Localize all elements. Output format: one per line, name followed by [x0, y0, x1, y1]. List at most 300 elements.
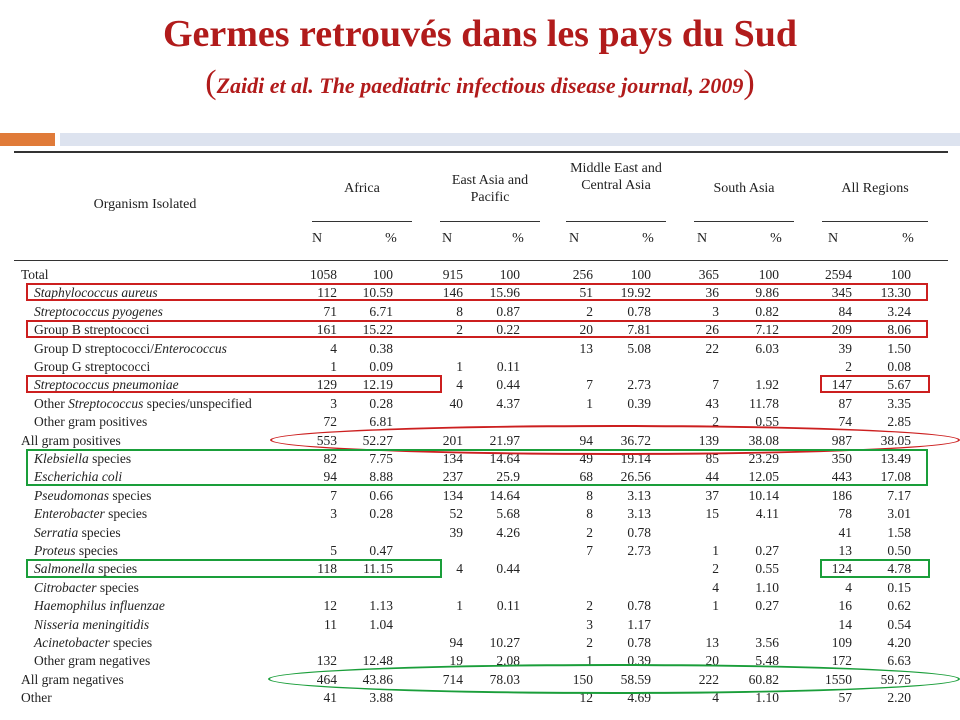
highlight-box-red [820, 375, 930, 393]
cell-count: 85 [705, 451, 719, 466]
cell-percent: 59.75 [880, 671, 911, 687]
subheader-n: N [311, 231, 323, 246]
cell-percent: 0.39 [627, 395, 651, 411]
organism-label [34, 505, 147, 523]
cell-percent: 7.81 [627, 322, 651, 338]
cell-percent: 19.14 [620, 451, 651, 466]
cell-count: 43 [705, 395, 719, 411]
group-underline [694, 221, 794, 222]
cell-count: 915 [442, 267, 463, 282]
cell-count: 3 [586, 616, 593, 632]
cell-count: 22 [705, 340, 719, 356]
cell-percent: 100 [372, 267, 393, 282]
cell-count: 3 [712, 303, 719, 319]
cell-percent: 8.88 [369, 469, 393, 485]
cell-percent: 10.14 [748, 487, 779, 503]
cell-percent: 2.73 [627, 377, 651, 393]
cell-percent: 0.11 [496, 359, 520, 374]
accent-bar-orange [0, 133, 55, 146]
cell-count: 7 [586, 377, 593, 393]
cell-count: 94 [579, 432, 593, 448]
cell-count: 172 [831, 653, 852, 669]
organism-header: Organism Isolated [93, 197, 197, 212]
organism-label [21, 689, 52, 707]
cell-count: 8 [586, 506, 593, 522]
highlight-box-green [820, 559, 930, 578]
cell-percent: 1.10 [755, 579, 779, 595]
cell-percent: 4.37 [496, 395, 520, 411]
cell-percent: 7.12 [755, 322, 779, 338]
organism-label [21, 671, 124, 689]
label-italic: Streptococcus pneumoniae [34, 377, 179, 393]
cell-count: 16 [838, 598, 852, 614]
cell-percent: 3.13 [627, 506, 651, 522]
cell-percent: 0.44 [496, 561, 520, 577]
cell-count: 2 [586, 303, 593, 319]
cell-count: 987 [831, 432, 852, 448]
cell-percent: 0.78 [627, 524, 651, 540]
subheader-n: N [696, 231, 708, 246]
cell-count: 3 [330, 506, 337, 522]
cell-count: 2 [586, 524, 593, 540]
cell-percent: 26.56 [620, 469, 651, 485]
cell-percent: 3.35 [887, 395, 911, 411]
cell-count: 8 [586, 487, 593, 503]
cell-count: 41 [323, 690, 337, 706]
cell-count: 553 [316, 432, 337, 448]
cell-percent: 0.55 [755, 414, 779, 430]
cell-count: 209 [831, 322, 852, 338]
cell-count: 134 [442, 451, 463, 466]
cell-count: 13 [705, 635, 719, 650]
cell-percent: 4.78 [887, 561, 911, 577]
cell-percent: 12.19 [362, 377, 393, 393]
cell-percent: 4.11 [755, 506, 779, 522]
label-suffix: species [104, 506, 148, 522]
cell-count: 2 [586, 635, 593, 650]
cell-count: 94 [323, 469, 337, 485]
cell-percent: 0.39 [627, 653, 651, 669]
cell-count: 26 [705, 322, 719, 338]
cell-percent: 38.05 [880, 432, 911, 448]
cell-count: 124 [831, 561, 852, 577]
cell-percent: 52.27 [362, 432, 393, 448]
cell-percent: 1.10 [755, 690, 779, 706]
cell-percent: 100 [758, 267, 779, 282]
slide-subtitle [0, 64, 960, 102]
cell-percent: 4.20 [887, 635, 911, 650]
cell-percent: 0.62 [887, 598, 911, 614]
cell-percent: 14.64 [489, 487, 520, 503]
cell-count: 4 [712, 690, 719, 706]
label-suffix: species [78, 524, 121, 540]
cell-percent: 5.68 [496, 506, 520, 522]
cell-percent: 2.08 [496, 653, 520, 669]
cell-count: 1 [330, 359, 337, 374]
cell-count: 1 [586, 653, 593, 669]
organism-label [34, 634, 152, 652]
subheader-pct: % [642, 231, 654, 246]
cell-percent: 0.28 [369, 506, 393, 522]
organism-label [34, 487, 151, 505]
cell-percent: 7.17 [887, 487, 911, 503]
cell-percent: 0.09 [369, 359, 393, 374]
paren-open: ( [205, 64, 217, 101]
label-italic: Pseudomonas [34, 487, 109, 503]
cell-percent: 0.47 [369, 543, 393, 558]
cell-count: 147 [831, 377, 852, 393]
cell-percent: 6.81 [369, 414, 393, 430]
cell-percent: 4.26 [496, 524, 520, 540]
cell-percent: 13.49 [880, 451, 911, 466]
highlight-box-red [26, 283, 928, 301]
cell-count: 1 [456, 359, 463, 374]
group-underline [312, 221, 412, 222]
cell-percent: 6.03 [755, 340, 779, 356]
cell-percent: 38.08 [748, 432, 779, 448]
highlight-ellipse-green [268, 664, 960, 694]
cell-count: 49 [579, 451, 593, 466]
label-suffix: species [88, 451, 132, 466]
cell-count: 13 [838, 543, 852, 558]
label-italic: Streptococcus [68, 395, 144, 411]
cell-count: 109 [831, 635, 852, 650]
cell-count: 72 [323, 414, 337, 430]
cell-count: 12 [323, 598, 337, 614]
cell-percent: 1.17 [627, 616, 651, 632]
cell-percent: 11.78 [749, 395, 779, 411]
cell-percent: 1.04 [369, 616, 393, 632]
cell-count: 15 [705, 506, 719, 522]
cell-percent: 58.59 [620, 671, 651, 687]
cell-percent: 0.38 [369, 340, 393, 356]
cell-count: 71 [323, 303, 337, 319]
cell-percent: 0.44 [496, 377, 520, 393]
organism-label [34, 616, 149, 634]
cell-percent: 6.71 [369, 303, 393, 319]
cell-count: 78 [838, 506, 852, 522]
cell-count: 464 [316, 671, 337, 687]
cell-percent: 5.48 [755, 653, 779, 669]
cell-count: 350 [831, 451, 852, 466]
cell-count: 84 [838, 303, 852, 319]
organism-label [34, 340, 227, 358]
cell-count: 222 [698, 671, 719, 687]
organism-label [34, 358, 150, 376]
cell-count: 52 [449, 506, 463, 522]
cell-count: 1 [712, 598, 719, 614]
cell-percent: 100 [499, 267, 520, 282]
highlight-box-red [26, 375, 442, 393]
subheader-pct: % [770, 231, 782, 246]
label-text: Other gram negatives [34, 653, 151, 669]
cell-percent: 100 [890, 267, 911, 282]
cell-count: 2 [586, 598, 593, 614]
cell-count: 44 [705, 469, 719, 485]
cell-percent: 0.78 [627, 303, 651, 319]
table-header-rule [14, 260, 948, 261]
highlight-box-green [26, 449, 928, 486]
cell-count: 2 [845, 359, 852, 374]
cell-percent: 0.27 [755, 543, 779, 558]
cell-count: 146 [442, 285, 463, 301]
group-underline [822, 221, 928, 222]
cell-count: 365 [698, 267, 719, 282]
cell-count: 2 [712, 414, 719, 430]
cell-count: 4 [456, 377, 463, 393]
cell-percent: 19.92 [620, 285, 651, 301]
cell-percent: 43.86 [362, 671, 393, 687]
cell-count: 4 [330, 340, 337, 356]
cell-percent: 3.01 [887, 506, 911, 522]
cell-count: 118 [317, 561, 337, 577]
cell-percent: 0.82 [755, 303, 779, 319]
subheader-pct: % [385, 231, 397, 246]
cell-count: 3 [330, 395, 337, 411]
cell-percent: 15.22 [362, 322, 393, 338]
cell-count: 39 [449, 524, 463, 540]
accent-bar-blue [60, 133, 960, 146]
cell-percent: 21.97 [489, 432, 520, 448]
cell-count: 7 [712, 377, 719, 393]
cell-percent: 10.59 [362, 285, 393, 301]
cell-count: 41 [838, 524, 852, 540]
cell-count: 87 [838, 395, 852, 411]
cell-count: 14 [838, 616, 852, 632]
cell-percent: 78.03 [489, 671, 520, 687]
cell-percent: 11.15 [363, 561, 393, 577]
cell-percent: 15.96 [489, 285, 520, 301]
cell-count: 134 [442, 487, 463, 503]
cell-percent: 0.55 [755, 561, 779, 577]
cell-percent: 0.87 [496, 303, 520, 319]
cell-count: 1 [712, 543, 719, 558]
label-italic: Enterococcus [153, 340, 227, 356]
cell-percent: 10.27 [489, 635, 520, 650]
cell-percent: 7.75 [369, 451, 393, 466]
cell-percent: 9.86 [755, 285, 779, 301]
label-italic: Nisseria meningitidis [34, 616, 150, 632]
cell-percent: 0.78 [627, 635, 651, 650]
cell-count: 94 [449, 635, 463, 650]
cell-count: 13 [579, 340, 593, 356]
cell-count: 37 [705, 487, 719, 503]
label-suffix: species [109, 635, 153, 650]
cell-count: 345 [831, 285, 852, 301]
cell-percent: 60.82 [748, 671, 779, 687]
label-italic: Streptococcus pyogenes [34, 303, 163, 319]
subheader-n: N [441, 231, 453, 246]
label-suffix: species [75, 543, 118, 558]
cell-percent: 8.06 [887, 322, 911, 338]
subheader-pct: % [512, 231, 524, 246]
cell-percent: 0.22 [496, 322, 520, 338]
organism-label [34, 579, 139, 597]
cell-count: 1 [586, 395, 593, 411]
cell-count: 201 [442, 432, 463, 448]
slide-title: Germes retrouvés dans les pays du Sud [162, 13, 798, 55]
cell-count: 74 [838, 414, 852, 430]
cell-count: 4 [845, 579, 852, 595]
organism-label [34, 597, 165, 615]
cell-percent: 23.29 [748, 451, 779, 466]
cell-count: 82 [323, 451, 337, 466]
organism-table [0, 150, 960, 720]
cell-count: 39 [838, 340, 852, 356]
label-italic: Proteus [34, 543, 76, 558]
highlight-box-red [26, 320, 928, 338]
label-italic: Staphylococcus aureus [34, 285, 158, 301]
cell-count: 186 [831, 487, 852, 503]
cell-percent: 0.28 [369, 395, 393, 411]
cell-percent: 36.72 [620, 432, 651, 448]
cell-percent: 1.13 [369, 598, 393, 614]
cell-count: 7 [330, 487, 337, 503]
cell-count: 4 [456, 561, 463, 577]
cell-percent: 5.67 [887, 377, 911, 393]
subheader-pct: % [902, 231, 914, 246]
cell-count: 51 [579, 285, 593, 301]
cell-count: 714 [442, 671, 463, 687]
cell-percent: 1.92 [755, 377, 779, 393]
cell-count: 256 [572, 267, 593, 282]
label-italic: Salmonella [34, 561, 95, 577]
cell-percent: 0.54 [887, 616, 911, 632]
cell-percent: 2.85 [887, 414, 911, 430]
cell-percent: 25.9 [496, 469, 520, 485]
organism-label [34, 524, 121, 542]
cell-count: 7 [586, 543, 593, 558]
label-text: Other [21, 690, 52, 706]
cell-count: 40 [449, 395, 463, 411]
cell-percent: 1.58 [887, 524, 911, 540]
cell-percent: 5.08 [627, 340, 651, 356]
label-text: Other [34, 395, 69, 411]
cell-percent: 3.24 [887, 303, 911, 319]
cell-percent: 3.88 [369, 690, 393, 706]
region-header: Africa [344, 181, 380, 196]
cell-count: 8 [456, 303, 463, 319]
label-italic: Serratia [34, 524, 79, 540]
region-header: Middle East and Central Asia [570, 161, 662, 193]
table-top-rule [14, 151, 948, 153]
label-italic: Klebsiella [34, 451, 89, 466]
cell-percent: 0.78 [627, 598, 651, 614]
cell-percent: 100 [630, 267, 651, 282]
group-underline [566, 221, 666, 222]
label-text: Group G streptococci [34, 359, 151, 374]
cell-count: 150 [572, 671, 593, 687]
subheader-n: N [827, 231, 839, 246]
organism-label [34, 542, 118, 560]
label-text: All gram negatives [21, 671, 124, 687]
cell-count: 1058 [310, 267, 337, 282]
label-text: Group B streptococci [34, 322, 150, 338]
cell-percent: 14.64 [489, 451, 520, 466]
label-suffix: species/unspecified [143, 395, 252, 411]
cell-percent: 3.13 [627, 487, 651, 503]
subheader-n: N [568, 231, 580, 246]
cell-percent: 0.66 [369, 487, 393, 503]
cell-count: 4 [712, 579, 719, 595]
label-italic: Enterobacter [34, 506, 105, 522]
highlight-box-green [26, 559, 442, 578]
cell-count: 12 [579, 690, 593, 706]
reference-citation: Zaidi et al. The paediatric infectious disease journal, 2009 [216, 73, 744, 98]
organism-label [34, 652, 150, 670]
label-text: Total [21, 267, 49, 282]
label-text: All gram positives [21, 432, 121, 448]
organism-label [21, 432, 121, 450]
cell-percent: 12.05 [748, 469, 779, 485]
cell-count: 20 [705, 653, 719, 669]
cell-percent: 3.56 [755, 635, 779, 650]
label-italic: Escherichia coli [34, 469, 123, 485]
cell-count: 237 [442, 469, 463, 485]
cell-percent: 17.08 [880, 469, 911, 485]
cell-count: 2 [456, 322, 463, 338]
cell-count: 5 [330, 543, 337, 558]
organism-label [34, 303, 163, 321]
cell-count: 2594 [825, 267, 852, 282]
cell-count: 36 [705, 285, 719, 301]
cell-count: 2 [712, 561, 719, 577]
cell-percent: 6.63 [887, 653, 911, 669]
region-header: East Asia and Pacific [451, 173, 529, 205]
organism-label [34, 413, 147, 431]
cell-percent: 1.50 [887, 340, 911, 356]
cell-percent: 13.30 [880, 285, 911, 301]
label-italic: Citrobacter [34, 579, 97, 595]
label-italic: Haemophilus influenzae [34, 598, 165, 614]
cell-count: 139 [698, 432, 719, 448]
cell-percent: 0.11 [496, 598, 520, 614]
label-italic: Acinetobacter [34, 635, 110, 650]
region-header: South Asia [713, 181, 775, 196]
cell-count: 1 [456, 598, 463, 614]
label-suffix: species [96, 579, 139, 595]
group-underline [440, 221, 540, 222]
label-text: Group D streptococci/ [34, 340, 154, 356]
cell-count: 19 [449, 653, 463, 669]
cell-count: 129 [316, 377, 337, 393]
cell-count: 20 [579, 322, 593, 338]
label-text: Other gram positives [34, 414, 148, 430]
cell-count: 132 [316, 653, 337, 669]
cell-percent: 0.27 [755, 598, 779, 614]
cell-count: 68 [579, 469, 593, 485]
cell-count: 161 [316, 322, 337, 338]
label-suffix: species [94, 561, 138, 577]
cell-percent: 2.73 [627, 543, 651, 558]
region-header: All Regions [841, 181, 909, 196]
cell-count: 112 [317, 285, 337, 301]
cell-percent: 4.69 [627, 690, 651, 706]
label-suffix: species [109, 487, 152, 503]
cell-count: 57 [838, 690, 852, 706]
cell-count: 1550 [825, 671, 852, 687]
cell-percent: 0.08 [887, 359, 911, 374]
cell-count: 443 [831, 469, 852, 485]
paren-close: ) [743, 64, 755, 101]
organism-label [21, 266, 49, 284]
cell-count: 11 [324, 616, 337, 632]
cell-percent: 12.48 [362, 653, 393, 669]
organism-label [34, 395, 252, 413]
cell-percent: 0.15 [887, 579, 911, 595]
cell-percent: 0.50 [887, 543, 911, 558]
cell-percent: 2.20 [887, 690, 911, 706]
